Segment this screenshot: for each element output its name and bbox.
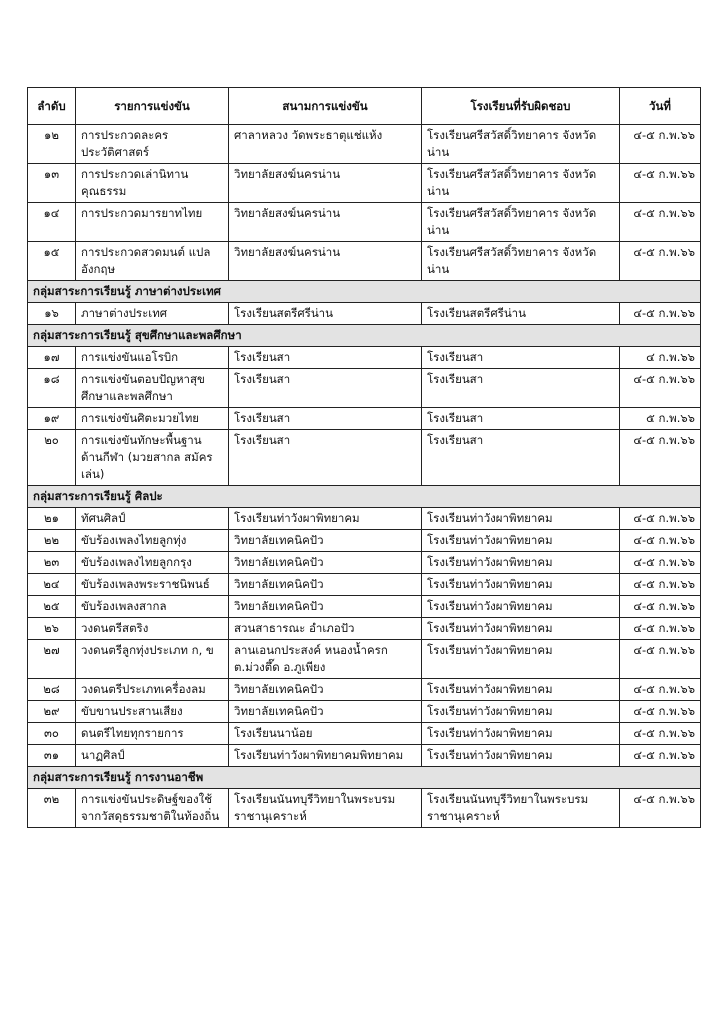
header-school: โรงเรียนที่รับผิดชอบ <box>422 88 620 125</box>
school-name: โรงเรียนท่าวังผาพิทยาคม <box>422 552 620 574</box>
school-name: โรงเรียนท่าวังผาพิทยาคม <box>422 508 620 530</box>
row-number: ๑๕ <box>28 242 76 281</box>
event-name: ทัศนศิลป์ <box>76 508 229 530</box>
event-name: วงดนตรีสตริง <box>76 618 229 640</box>
event-date: ๔-๕ ก.พ.๖๖ <box>620 745 701 767</box>
event-name: การประกวดละคร ประวัติศาสตร์ <box>76 125 229 164</box>
venue-name: โรงเรียนนันทบุรีวิทยาในพระบรม ราชานุเคราะห์ <box>229 789 422 828</box>
school-name: โรงเรียนศรีสวัสดิ์วิทยาคาร จังหวัดน่าน <box>422 242 620 281</box>
venue-name: โรงเรียนสา <box>229 347 422 369</box>
school-name: โรงเรียนท่าวังผาพิทยาคม <box>422 723 620 745</box>
school-name: โรงเรียนท่าวังผาพิทยาคม <box>422 618 620 640</box>
table-row <box>28 242 701 281</box>
school-name: โรงเรียนศรีสวัสดิ์วิทยาคาร จังหวัดน่าน <box>422 164 620 203</box>
event-date: ๔-๕ ก.พ.๖๖ <box>620 789 701 828</box>
event-name: ภาษาต่างประเทศ <box>76 303 229 325</box>
venue-name: โรงเรียนสตรีศรีน่าน <box>229 303 422 325</box>
group-title: กลุ่มสาระการเรียนรู้ ศิลปะ <box>28 486 701 508</box>
row-number: ๒๘ <box>28 679 76 701</box>
event-date: ๔-๕ ก.พ.๖๖ <box>620 679 701 701</box>
event-date: ๔-๕ ก.พ.๖๖ <box>620 430 701 486</box>
event-name: ขับร้องเพลงสากล <box>76 596 229 618</box>
school-name: โรงเรียนสา <box>422 347 620 369</box>
table-row <box>28 125 701 164</box>
table-row <box>28 574 701 596</box>
row-number: ๑๔ <box>28 203 76 242</box>
venue-name: วิทยาลัยเทคนิคปัว <box>229 701 422 723</box>
group-header-row <box>28 325 701 347</box>
venue-name: โรงเรียนสา <box>229 369 422 408</box>
group-header-row <box>28 281 701 303</box>
event-name: ขับร้องเพลงไทยลูกทุ่ง <box>76 530 229 552</box>
row-number: ๒๓ <box>28 552 76 574</box>
header-number: ลำดับ <box>28 88 76 125</box>
row-number: ๑๙ <box>28 408 76 430</box>
row-number: ๒๐ <box>28 430 76 486</box>
event-date: ๔-๕ ก.พ.๖๖ <box>620 618 701 640</box>
school-name: โรงเรียนสตรีศรีน่าน <box>422 303 620 325</box>
venue-name: วิทยาลัยสงฆ์นครน่าน <box>229 242 422 281</box>
event-name: การแข่งขันประดิษฐ์ของใช้ จากวัสดุธรรมชาติในท้องถิ่น <box>76 789 229 828</box>
venue-name: โรงเรียนนาน้อย <box>229 723 422 745</box>
group-title: กลุ่มสาระการเรียนรู้ ภาษาต่างประเทศ <box>28 281 701 303</box>
table-row <box>28 701 701 723</box>
venue-name: โรงเรียนท่าวังผาพิทยาคม <box>229 508 422 530</box>
event-date: ๔-๕ ก.พ.๖๖ <box>620 242 701 281</box>
competition-schedule-document <box>27 87 700 828</box>
table-row <box>28 618 701 640</box>
event-date: ๔-๕ ก.พ.๖๖ <box>620 640 701 679</box>
venue-name: โรงเรียนสา <box>229 408 422 430</box>
event-name: การประกวดสวดมนต์ แปลอังกฤษ <box>76 242 229 281</box>
school-name: โรงเรียนสา <box>422 430 620 486</box>
venue-name: วิทยาลัยสงฆ์นครน่าน <box>229 164 422 203</box>
event-name: วงดนตรีประเภทเครื่องลม <box>76 679 229 701</box>
school-name: โรงเรียนท่าวังผาพิทยาคม <box>422 574 620 596</box>
event-date: ๔-๕ ก.พ.๖๖ <box>620 303 701 325</box>
table-row <box>28 164 701 203</box>
header-venue: สนามการแข่งขัน <box>229 88 422 125</box>
venue-name: วิทยาลัยเทคนิคปัว <box>229 574 422 596</box>
row-number: ๑๓ <box>28 164 76 203</box>
venue-name: สวนสาธารณะ อำเภอปัว <box>229 618 422 640</box>
event-name: การแข่งขันทักษะพื้นฐาน ด้านกีฬา (มวยสากล สมัครเล่น) <box>76 430 229 486</box>
group-header-row <box>28 767 701 789</box>
row-number: ๓๑ <box>28 745 76 767</box>
group-title: กลุ่มสาระการเรียนรู้ สุขศึกษาและพลศึกษา <box>28 325 701 347</box>
school-name: โรงเรียนท่าวังผาพิทยาคม <box>422 745 620 767</box>
event-name: การแข่งขันแอโรบิก <box>76 347 229 369</box>
event-name: การประกวดเล่านิทาน คุณธรรม <box>76 164 229 203</box>
venue-name: วิทยาลัยเทคนิคปัว <box>229 552 422 574</box>
event-name: ขับขานประสานเสียง <box>76 701 229 723</box>
school-name: โรงเรียนท่าวังผาพิทยาคม <box>422 596 620 618</box>
event-date: ๔-๕ ก.พ.๖๖ <box>620 701 701 723</box>
table-row <box>28 508 701 530</box>
event-date: ๔ ก.พ.๖๖ <box>620 347 701 369</box>
event-name: การประกวดมารยาทไทย <box>76 203 229 242</box>
row-number: ๒๑ <box>28 508 76 530</box>
event-name: ขับร้องเพลงพระราชนิพนธ์ <box>76 574 229 596</box>
school-name: โรงเรียนสา <box>422 408 620 430</box>
school-name: โรงเรียนท่าวังผาพิทยาคม <box>422 701 620 723</box>
event-name: ดนตรีไทยทุกรายการ <box>76 723 229 745</box>
header-event: รายการแข่งขัน <box>76 88 229 125</box>
table-row <box>28 745 701 767</box>
event-date: ๔-๕ ก.พ.๖๖ <box>620 125 701 164</box>
header-row <box>28 88 701 125</box>
row-number: ๒๙ <box>28 701 76 723</box>
table-row <box>28 723 701 745</box>
venue-name: วิทยาลัยเทคนิคปัว <box>229 596 422 618</box>
event-name: วงดนตรีลูกทุ่งประเภท ก, ข <box>76 640 229 679</box>
school-name: โรงเรียนศรีสวัสดิ์วิทยาคาร จังหวัดน่าน <box>422 125 620 164</box>
table-row <box>28 369 701 408</box>
event-date: ๔-๕ ก.พ.๖๖ <box>620 369 701 408</box>
row-number: ๒๕ <box>28 596 76 618</box>
table-body <box>28 125 701 828</box>
event-name: การแข่งขันตอบปัญหาสุข ศึกษาและพลศึกษา <box>76 369 229 408</box>
school-name: โรงเรียนท่าวังผาพิทยาคม <box>422 679 620 701</box>
row-number: ๑๗ <box>28 347 76 369</box>
event-date: ๔-๕ ก.พ.๖๖ <box>620 164 701 203</box>
row-number: ๓๐ <box>28 723 76 745</box>
header-date: วันที่ <box>620 88 701 125</box>
school-name: โรงเรียนศรีสวัสดิ์วิทยาคาร จังหวัดน่าน <box>422 203 620 242</box>
table-row <box>28 347 701 369</box>
event-date: ๔-๕ ก.พ.๖๖ <box>620 530 701 552</box>
row-number: ๑๖ <box>28 303 76 325</box>
event-name: ขับร้องเพลงไทยลูกกรุง <box>76 552 229 574</box>
table-row <box>28 408 701 430</box>
table-row <box>28 530 701 552</box>
table-row <box>28 596 701 618</box>
venue-name: โรงเรียนสา <box>229 430 422 486</box>
event-date: ๔-๕ ก.พ.๖๖ <box>620 203 701 242</box>
venue-name: ลานเอนกประสงค์ หนองน้ำครก ต.ม่วงตึ๊ด อ.ภูเพียง <box>229 640 422 679</box>
row-number: ๓๒ <box>28 789 76 828</box>
event-name: การแข่งขันศิตะมวยไทย <box>76 408 229 430</box>
event-date: ๔-๕ ก.พ.๖๖ <box>620 508 701 530</box>
venue-name: ศาลาหลวง วัดพระธาตุแช่แห้ง <box>229 125 422 164</box>
event-date: ๕ ก.พ.๖๖ <box>620 408 701 430</box>
row-number: ๒๒ <box>28 530 76 552</box>
event-date: ๔-๕ ก.พ.๖๖ <box>620 723 701 745</box>
schedule-table <box>27 87 701 828</box>
venue-name: วิทยาลัยสงฆ์นครน่าน <box>229 203 422 242</box>
table-row <box>28 679 701 701</box>
row-number: ๑๒ <box>28 125 76 164</box>
row-number: ๒๔ <box>28 574 76 596</box>
event-date: ๔-๕ ก.พ.๖๖ <box>620 574 701 596</box>
school-name: โรงเรียนท่าวังผาพิทยาคม <box>422 640 620 679</box>
event-name: นาฏศิลป์ <box>76 745 229 767</box>
venue-name: โรงเรียนท่าวังผาพิทยาคมพิทยาคม <box>229 745 422 767</box>
row-number: ๒๖ <box>28 618 76 640</box>
event-date: ๔-๕ ก.พ.๖๖ <box>620 552 701 574</box>
event-date: ๔-๕ ก.พ.๖๖ <box>620 596 701 618</box>
group-header-row <box>28 486 701 508</box>
table-row <box>28 640 701 679</box>
group-title: กลุ่มสาระการเรียนรู้ การงานอาชีพ <box>28 767 701 789</box>
school-name: โรงเรียนสา <box>422 369 620 408</box>
table-row <box>28 552 701 574</box>
school-name: โรงเรียนท่าวังผาพิทยาคม <box>422 530 620 552</box>
school-name: โรงเรียนนันทบุรีวิทยาในพระบรม ราชานุเคราะห์ <box>422 789 620 828</box>
venue-name: วิทยาลัยเทคนิคปัว <box>229 679 422 701</box>
table-row <box>28 430 701 486</box>
table-row <box>28 789 701 828</box>
table-row <box>28 203 701 242</box>
venue-name: วิทยาลัยเทคนิคปัว <box>229 530 422 552</box>
table-row <box>28 303 701 325</box>
row-number: ๒๗ <box>28 640 76 679</box>
row-number: ๑๘ <box>28 369 76 408</box>
